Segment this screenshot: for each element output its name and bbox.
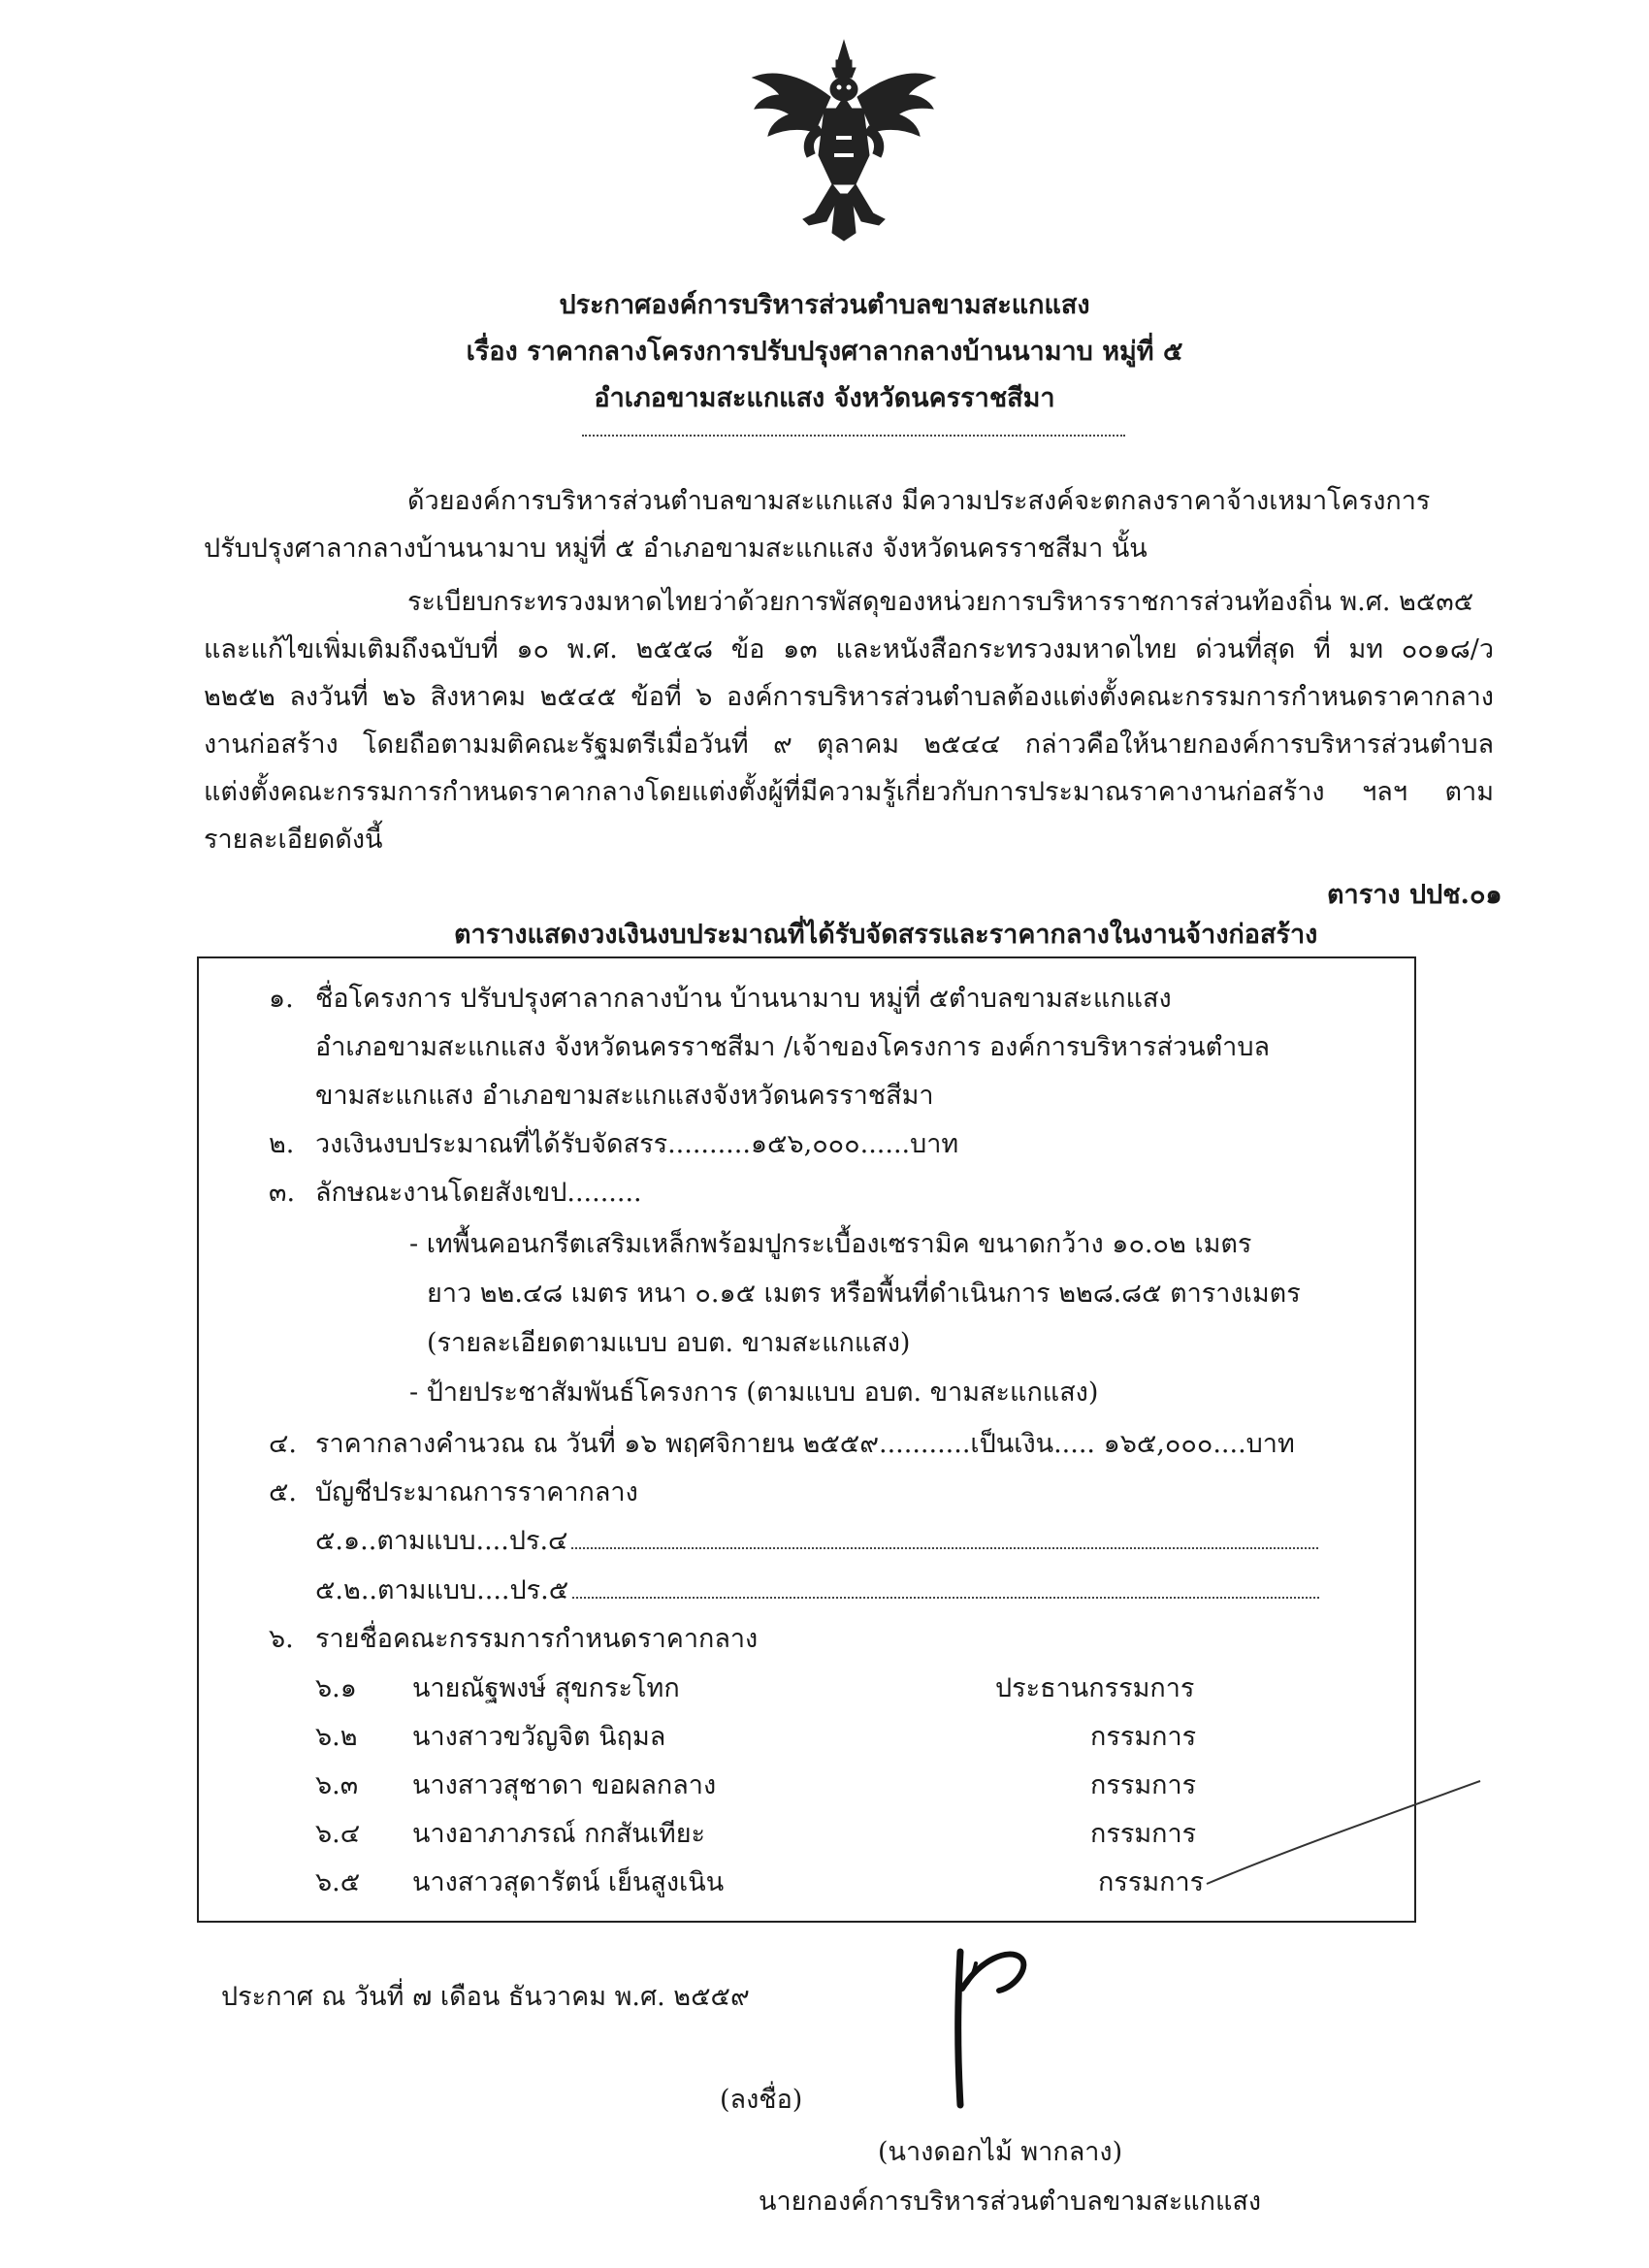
signer-name: (นางดอกไม้ พากลาง) — [878, 2137, 1123, 2167]
item-3-line-1: ลักษณะงานโดยสังเขป......... — [315, 1178, 642, 1208]
committee-5-role: กรรมการ — [1098, 1867, 1205, 1897]
item-1-number: ๑. — [269, 984, 294, 1014]
item-6-line-1: รายชื่อคณะกรรมการกำหนดราคากลาง — [315, 1624, 759, 1654]
handwritten-signature — [931, 1930, 1048, 2115]
subject-heading: เรื่อง ราคากลางโครงการปรับปรุงศาลากลางบ้านนามาบ หมู่ที่ ๕ — [466, 337, 1183, 367]
table-title: ตารางแสดงวงเงินงบประมาณที่ได้รับจัดสรรและราคากลางในงานจ้างก่อสร้าง — [454, 920, 1318, 950]
committee-4-role: กรรมการ — [1090, 1819, 1197, 1849]
committee-2-number: ๖.๒ — [315, 1722, 358, 1752]
paragraph-2-line-1: ระเบียบกระทรวงมหาดไทยว่าด้วยการพัสดุของหน่วยการบริหารราชการส่วนท้องถิ่น พ.ศ. ๒๕๓๕ — [407, 587, 1474, 617]
item-5-1-label: ๕.๑..ตามแบบ....ปร.๔ — [315, 1526, 568, 1556]
paragraph-1-line-2: ปรับปรุงศาลากลางบ้านนามาบ หมู่ที่ ๕ อำเภอขามสะแกแสง จังหวัดนครราชสีมา นั้น — [204, 534, 1148, 564]
committee-4-number: ๖.๔ — [315, 1819, 361, 1849]
item-3-bullet-2-line-1: - ป้ายประชาสัมพันธ์โครงการ (ตามแบบ อบต. ขามสะแกแสง) — [409, 1377, 1099, 1408]
item-5-1-dotted-fill — [571, 1539, 1318, 1549]
item-3-number: ๓. — [269, 1178, 296, 1208]
signer-title: นายกองค์การบริหารส่วนตำบลขามสะแกแสง — [759, 2187, 1262, 2217]
location-heading: อำเภอขามสะแกแสง จังหวัดนครราชสีมา — [594, 383, 1055, 413]
item-5-number: ๕. — [269, 1477, 298, 1507]
signature-label: (ลงชื่อ) — [720, 2085, 803, 2115]
item-5-line-1: บัญชีประมาณการราคากลาง — [315, 1477, 638, 1507]
heading-divider — [582, 435, 1125, 437]
committee-1-number: ๖.๑ — [315, 1673, 357, 1703]
item-5-2-label: ๕.๒..ตามแบบ....ปร.๕ — [315, 1575, 569, 1605]
garuda-emblem-icon — [747, 39, 941, 243]
paragraph-2-line-2: และแก้ไขเพิ่มเติมถึงฉบับที่ ๑๐ พ.ศ. ๒๕๕๘ ข้อ ๑๓ และหนังสือกระทรวงมหาดไทย ด่วนที่สุด ที่ มท ๐๐๑๘/ว — [204, 634, 1494, 664]
committee-3-role: กรรมการ — [1090, 1770, 1197, 1800]
item-1-line-3: ขามสะแกแสง อำเภอขามสะแกแสงจังหวัดนครราชสีมา — [315, 1081, 934, 1111]
paragraph-2-line-3: ๒๒๕๒ ลงวันที่ ๒๖ สิงหาคม ๒๕๔๕ ข้อที่ ๖ องค์การบริหารส่วนตำบลต้องแต่งตั้งคณะกรรมการกำหนดราคากลาง — [204, 682, 1494, 712]
paragraph-1-line-1: ด้วยองค์การบริหารส่วนตำบลขามสะแกแสง มีความประสงค์จะตกลงราคาจ้างเหมาโครงการ — [407, 486, 1431, 516]
item-1-line-2: อำเภอขามสะแกแสง จังหวัดนครราชสีมา /เจ้าของโครงการ องค์การบริหารส่วนตำบล — [315, 1032, 1270, 1062]
committee-1-name: นายณัฐพงษ์ สุขกระโทก — [412, 1673, 680, 1703]
item-5-2-dotted-fill — [572, 1589, 1319, 1599]
paragraph-2-line-4: งานก่อสร้าง โดยถือตามมติคณะรัฐมตรีเมื่อวันที่ ๙ ตุลาคม ๒๕๔๔ กล่าวคือให้นายกองค์การบริหารส่วนตำบล — [204, 729, 1494, 760]
item-5-1-row — [315, 1519, 1318, 1561]
item-5-2-row — [315, 1569, 1319, 1610]
committee-1-role: ประธานกรรมการ — [995, 1673, 1195, 1703]
committee-5-number: ๖.๕ — [315, 1867, 361, 1897]
paragraph-2-line-5: แต่งตั้งคณะกรรมการกำหนดราคากลางโดยแต่งตั้งผู้ที่มีความรู้เกี่ยวกับการประมาณราคางานก่อสร้าง ฯลฯ ตาม — [204, 777, 1494, 807]
item-4-line-1: ราคากลางคำนวณ ณ วันที่ ๑๖ พฤศจิกายน ๒๕๕๙...........เป็นเงิน..... ๑๖๕,๐๐๐....บาท — [315, 1429, 1295, 1459]
committee-3-name: นางสาวสุชาดา ขอผลกลาง — [412, 1770, 717, 1800]
committee-2-name: นางสาวขวัญจิต นิฤมล — [412, 1722, 666, 1752]
item-2-line-1: วงเงินงบประมาณที่ได้รับจัดสรร..........๑๕๖,๐๐๐......บาท — [315, 1129, 959, 1159]
paragraph-2-line-6: รายละเอียดดังนี้ — [204, 825, 383, 855]
item-3-bullet-1-line-1: - เทพื้นคอนกรีตเสริมเหล็กพร้อมปูกระเบื้องเซรามิค ขนาดกว้าง ๑๐.๐๒ เมตร — [409, 1229, 1252, 1259]
item-2-number: ๒. — [269, 1129, 295, 1159]
item-1-line-1: ชื่อโครงการ ปรับปรุงศาลากลางบ้าน บ้านนามาบ หมู่ที่ ๕ตำบลขามสะแกแสง — [315, 984, 1172, 1014]
committee-5-name: นางสาวสุดารัตน์ เย็นสูงเนิน — [412, 1867, 725, 1897]
committee-4-name: นางอาภาภรณ์ กกสันเทียะ — [412, 1819, 706, 1849]
pen-stroke-mark — [1203, 1775, 1484, 1892]
item-3-bullet-1-line-3: (รายละเอียดตามแบบ อบต. ขามสะแกแสง) — [427, 1328, 911, 1358]
item-3-bullet-1-line-2: ยาว ๒๒.๔๘ เมตร หนา ๐.๑๕ เมตร หรือพื้นที่ดำเนินการ ๒๒๘.๘๕ ตารางเมตร — [427, 1279, 1301, 1309]
committee-2-role: กรรมการ — [1090, 1722, 1197, 1752]
announcement-heading: ประกาศองค์การบริหารส่วนตำบลขามสะแกแสง — [559, 290, 1090, 320]
table-reference: ตาราง ปปช.๐๑ — [1327, 880, 1503, 910]
item-4-number: ๔. — [269, 1429, 298, 1459]
item-6-number: ๖. — [269, 1624, 294, 1654]
committee-3-number: ๖.๓ — [315, 1770, 359, 1800]
announcement-date: ประกาศ ณ วันที่ ๗ เดือน ธันวาคม พ.ศ. ๒๕๕๙ — [221, 1982, 750, 2012]
